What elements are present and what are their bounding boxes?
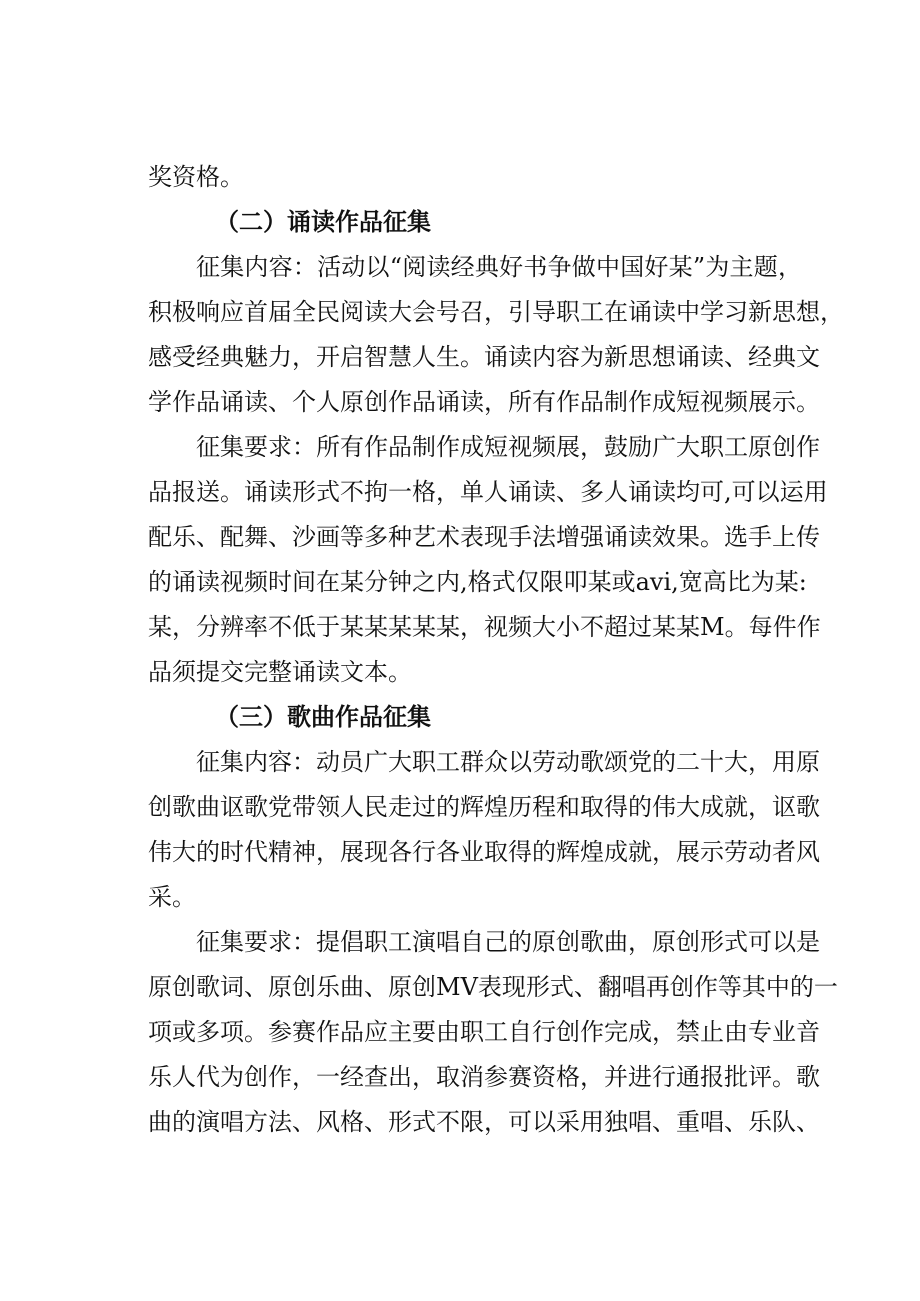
line-text: 创歌曲讴歌党带领人民走过的辉煌历程和取得的伟大成就，讴歌: [148, 793, 820, 821]
line-text: 征集内容：活动以“阅读经典好书争做中国好某”为主题，: [196, 253, 802, 281]
paragraph-line: [0, 287, 920, 337]
paragraph-line: [0, 152, 920, 202]
line-text: 的诵读视频时间在某分钟之内,格式仅限叩某或avi,宽高比为某:: [148, 568, 807, 596]
paragraph-line: [0, 872, 920, 922]
line-text: 征集要求：所有作品制作成短视频展，鼓励广大职工原创作: [196, 433, 820, 461]
line-text: 项或多项。参赛作品应主要由职工自行创作完成，禁止由专业音: [148, 1018, 820, 1046]
paragraph-line: [0, 827, 920, 877]
line-text: 原创歌词、原创乐曲、原创MV表现形式、翻唱再创作等其中的一: [148, 973, 838, 1001]
line-text: 伟大的时代精神，展现各行各业取得的辉煌成就，展示劳动者风: [148, 838, 820, 866]
paragraph-line: [0, 1052, 920, 1102]
line-text: 感受经典魅力，开启智慧人生。诵读内容为新思想诵读、经典文: [148, 343, 820, 371]
paragraph-line: [0, 377, 920, 427]
line-text: 配乐、配舞、沙画等多种艺术表现手法增强诵读效果。选手上传: [148, 523, 820, 551]
paragraph-line: [0, 1097, 920, 1147]
section-heading: [0, 692, 920, 742]
line-text: 某，分辨率不低于某某某某某，视频大小不超过某某M。每件作: [148, 613, 821, 641]
heading-text: （三）歌曲作品征集: [215, 703, 431, 731]
heading-text: （二）诵读作品征集: [215, 208, 431, 236]
section-heading: [0, 197, 920, 247]
paragraph-line: [0, 782, 920, 832]
paragraph-line: [0, 242, 920, 292]
paragraph-line: [0, 962, 920, 1012]
line-text: 征集内容：动员广大职工群众以劳动歌颂党的二十大，用原: [196, 748, 820, 776]
line-text: 品须提交完整诵读文本。: [148, 658, 412, 686]
line-text: 曲的演唱方法、风格、形式不限，可以采用独唱、重唱、乐队、: [148, 1108, 820, 1136]
paragraph-line: [0, 917, 920, 967]
paragraph-line: [0, 1007, 920, 1057]
paragraph-line: [0, 422, 920, 472]
paragraph-line: [0, 647, 920, 697]
line-text: 采。: [148, 883, 196, 911]
line-text: 品报送。诵读形式不拘一格，单人诵读、多人诵读均可,可以运用: [148, 478, 828, 506]
line-text: 奖资格。: [148, 163, 244, 191]
paragraph-line: [0, 467, 920, 517]
paragraph-line: [0, 512, 920, 562]
paragraph-line: [0, 332, 920, 382]
paragraph-line: [0, 737, 920, 787]
paragraph-line: [0, 602, 920, 652]
paragraph-line: [0, 557, 920, 607]
line-text: 乐人代为创作，一经查出，取消参赛资格，并进行通报批评。歌: [148, 1063, 820, 1091]
line-text: 征集要求：提倡职工演唱自己的原创歌曲，原创形式可以是: [196, 928, 820, 956]
line-text: 积极响应首届全民阅读大会号召，引导职工在诵读中学习新思想，: [148, 298, 844, 326]
line-text: 学作品诵读、个人原创作品诵读，所有作品制作成短视频展示。: [148, 388, 820, 416]
